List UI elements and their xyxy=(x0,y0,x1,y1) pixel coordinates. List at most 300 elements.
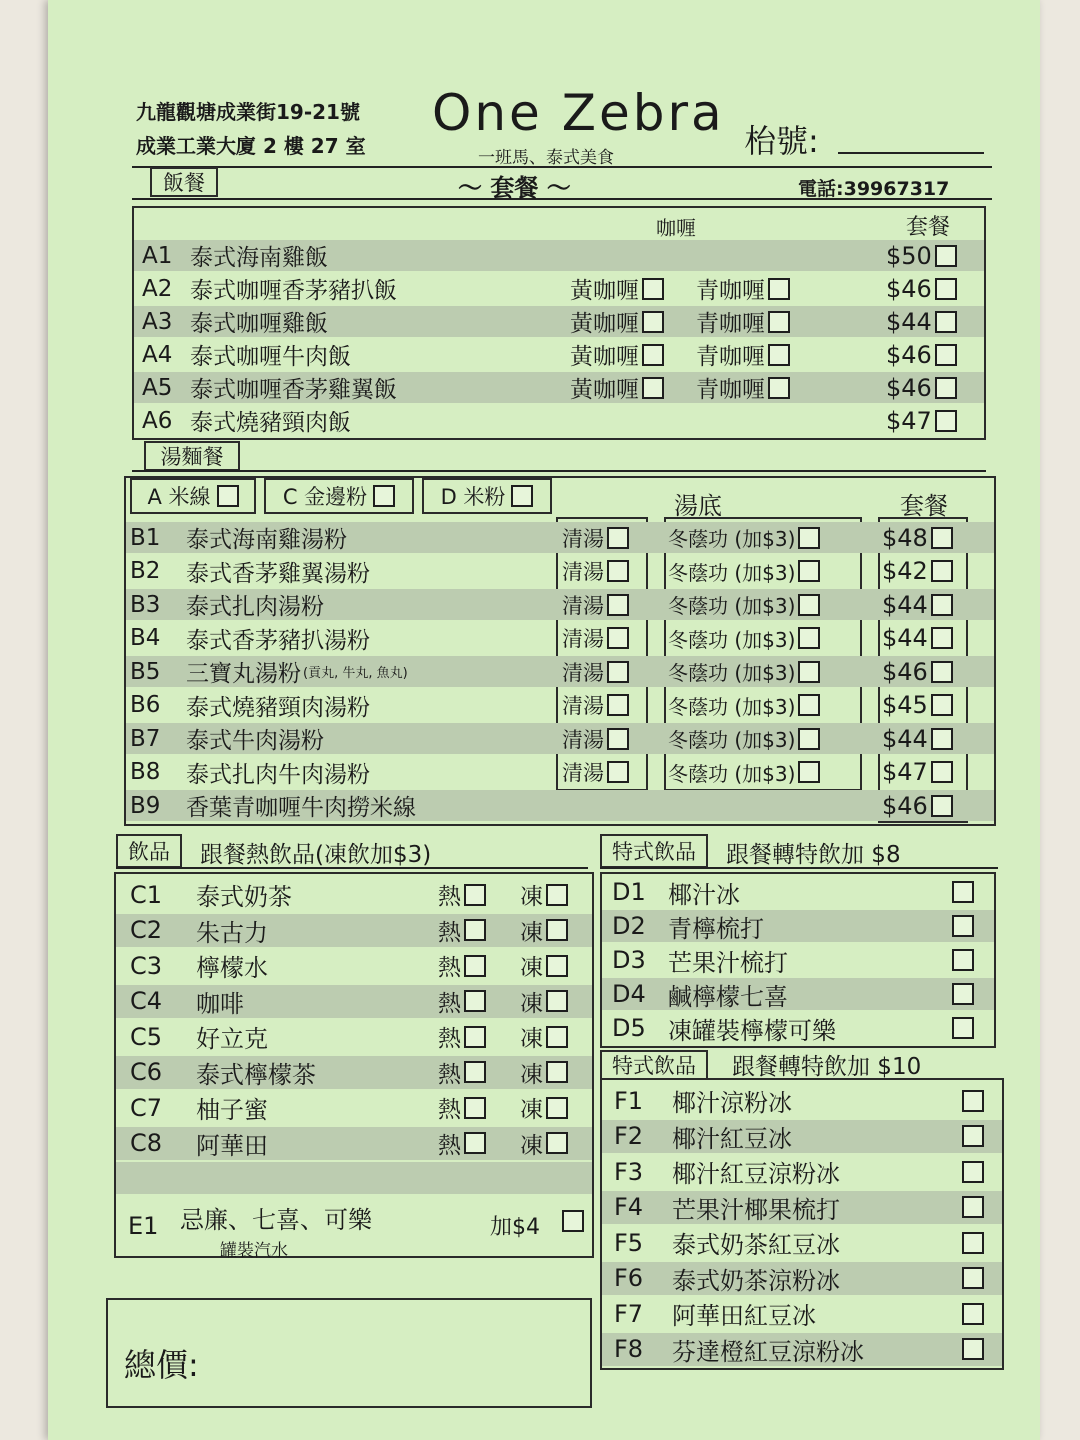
set-price-option[interactable] xyxy=(882,656,953,687)
checkbox[interactable] xyxy=(217,485,239,507)
item-code: A3 xyxy=(142,308,173,335)
item-code: B7 xyxy=(130,725,161,752)
item-code: A1 xyxy=(142,242,173,269)
phone-number: 電話:39967317 xyxy=(798,178,950,200)
item-name: 泰式扎肉湯粉 xyxy=(186,594,324,620)
checkbox[interactable] xyxy=(962,1090,984,1112)
table-number-line[interactable] xyxy=(838,152,984,154)
checkbox[interactable] xyxy=(607,728,629,750)
checkbox[interactable] xyxy=(931,728,953,750)
item-name: 泰式牛肉湯粉 xyxy=(186,728,324,754)
set-price-option[interactable] xyxy=(886,405,957,436)
item-name: 泰式咖喱雞飯 xyxy=(190,311,328,337)
yellow-curry-option[interactable] xyxy=(570,273,664,304)
item-code: C7 xyxy=(130,1093,163,1122)
select-option[interactable] xyxy=(952,944,974,976)
checkbox[interactable] xyxy=(935,344,957,366)
select-option[interactable] xyxy=(962,1297,984,1330)
tab-rice: 飯餐 xyxy=(150,167,218,197)
special2-note: 跟餐轉特飲加 $10 xyxy=(732,1054,922,1080)
item-name: 朱古力 xyxy=(196,918,268,947)
checkbox[interactable] xyxy=(607,694,629,716)
select-option[interactable] xyxy=(962,1084,984,1117)
item-code: A6 xyxy=(142,407,173,434)
item-code: A2 xyxy=(142,275,173,302)
tomyum-option[interactable] xyxy=(668,589,820,620)
price: $44 xyxy=(882,624,928,652)
checkbox[interactable] xyxy=(464,955,486,977)
checkbox[interactable] xyxy=(935,245,957,267)
option-label: 青咖喱 xyxy=(696,278,765,304)
hot-option[interactable] xyxy=(438,985,486,1018)
select-option[interactable] xyxy=(962,1226,984,1259)
item-code: F7 xyxy=(614,1299,644,1328)
item-name: 凍罐裝檸檬可樂 xyxy=(668,1016,836,1045)
noodle-row xyxy=(126,757,994,788)
set-price-option[interactable] xyxy=(886,240,957,271)
cold-option[interactable] xyxy=(520,985,568,1018)
checkbox[interactable] xyxy=(642,344,664,366)
option-label: 冬蔭功 (加$3) xyxy=(668,627,796,652)
item-code: C5 xyxy=(130,1022,163,1051)
option-label: 清湯 xyxy=(562,627,604,651)
soup-header: 湯底 xyxy=(674,492,722,520)
price: $42 xyxy=(882,557,928,585)
special-drink-row xyxy=(602,944,994,976)
option-label: 清湯 xyxy=(562,660,604,685)
checkbox[interactable] xyxy=(464,1132,486,1154)
price: $46 xyxy=(882,791,928,820)
checkbox[interactable] xyxy=(931,795,953,817)
checkbox[interactable] xyxy=(798,560,820,582)
checkbox[interactable] xyxy=(935,278,957,300)
tomyum-option[interactable] xyxy=(668,757,820,788)
brand-logo-text: One Zebra xyxy=(432,84,725,142)
drink-row xyxy=(116,914,592,947)
checkbox[interactable] xyxy=(464,1097,486,1119)
option-label: 凍 xyxy=(520,1026,543,1052)
item-code: B4 xyxy=(130,625,161,651)
yellow-curry-option[interactable] xyxy=(570,339,664,370)
special1-header-line xyxy=(600,867,998,869)
option-label: 青咖喱 xyxy=(696,344,765,370)
noodle-type-option[interactable] xyxy=(422,478,552,514)
item-name: 泰式燒豬頸肉湯粉 xyxy=(186,694,370,721)
item-name: 阿華田紅豆冰 xyxy=(672,1302,816,1330)
checkbox[interactable] xyxy=(962,1267,984,1289)
option-label: 熱 xyxy=(438,884,461,910)
tomyum-option[interactable] xyxy=(668,723,820,754)
clear-soup-option[interactable] xyxy=(562,690,629,721)
checkbox[interactable] xyxy=(931,594,953,616)
item-code: B1 xyxy=(130,524,161,551)
soda-code: E1 xyxy=(128,1212,159,1240)
total-input-area[interactable] xyxy=(248,1310,578,1396)
clear-soup-option[interactable] xyxy=(562,623,629,654)
option-label: 凍 xyxy=(520,990,543,1017)
item-code: D2 xyxy=(612,912,646,940)
option-label: 凍 xyxy=(520,919,543,946)
checkbox[interactable] xyxy=(562,1210,584,1232)
select-option[interactable] xyxy=(952,978,974,1010)
item-code: A4 xyxy=(142,341,173,368)
set-price-option[interactable] xyxy=(882,690,953,721)
option-label: 冬蔭功 (加$3) xyxy=(668,694,796,719)
item-name: 泰式燒豬頸肉飯 xyxy=(190,410,351,436)
option-label: 冬蔭功 (加$3) xyxy=(668,594,796,618)
checkbox[interactable] xyxy=(768,344,790,366)
option-label: 冬蔭功 (加$3) xyxy=(668,661,796,685)
set-price-option[interactable] xyxy=(882,790,953,821)
item-name: 阿華田 xyxy=(196,1131,268,1160)
clear-soup-option[interactable] xyxy=(562,723,629,754)
checkbox[interactable] xyxy=(642,278,664,300)
option-label: 凍 xyxy=(520,955,543,981)
yellow-curry-option[interactable] xyxy=(570,372,664,403)
checkbox[interactable] xyxy=(768,278,790,300)
drinks-blank-row xyxy=(116,1162,592,1194)
green-curry-option[interactable] xyxy=(696,273,790,304)
special-drink-row xyxy=(602,1333,1002,1366)
checkbox[interactable] xyxy=(931,761,953,783)
select-option[interactable] xyxy=(952,1012,974,1044)
option-label: 青咖喱 xyxy=(696,377,765,403)
checkbox[interactable] xyxy=(464,919,486,941)
special-drink-row xyxy=(602,1226,1002,1259)
checkbox[interactable] xyxy=(607,594,629,616)
set-price-option[interactable] xyxy=(882,556,953,587)
hot-option[interactable] xyxy=(438,949,486,982)
checkbox[interactable] xyxy=(546,919,568,941)
checkbox[interactable] xyxy=(607,627,629,649)
item-name: 香葉青咖喱牛肉撈米線 xyxy=(186,795,416,821)
checkbox[interactable] xyxy=(642,311,664,333)
option-label: A 米線 xyxy=(147,485,211,509)
special-drink-row xyxy=(602,1012,994,1044)
tomyum-option[interactable] xyxy=(668,522,820,553)
checkbox[interactable] xyxy=(952,881,974,903)
checkbox[interactable] xyxy=(952,1017,974,1039)
item-name: 椰汁涼粉冰 xyxy=(672,1089,792,1117)
tab-drinks: 飲品 xyxy=(116,834,182,868)
price: $46 xyxy=(886,274,932,303)
soda-sub: 罐裝汽水 xyxy=(220,1241,288,1261)
hot-option[interactable] xyxy=(438,1091,486,1124)
noodle-row xyxy=(126,623,994,654)
item-note: (貢丸, 牛丸, 魚丸) xyxy=(303,666,408,681)
item-code: F5 xyxy=(614,1228,644,1257)
total-label: 總價: xyxy=(124,1346,199,1384)
noodle-row xyxy=(126,690,994,721)
option-label: 清湯 xyxy=(562,560,604,584)
drink-row xyxy=(116,1127,592,1160)
yellow-curry-option[interactable] xyxy=(570,306,664,337)
item-code: F3 xyxy=(614,1157,644,1186)
item-name: 檸檬水 xyxy=(196,954,268,982)
price: $44 xyxy=(886,307,932,336)
option-label: 凍 xyxy=(520,1097,543,1123)
item-name: 泰式奶茶 xyxy=(196,883,292,911)
checkbox[interactable] xyxy=(931,527,953,549)
checkbox[interactable] xyxy=(798,594,820,616)
checkbox[interactable] xyxy=(546,884,568,906)
checkbox[interactable] xyxy=(607,761,629,783)
checkbox[interactable] xyxy=(798,761,820,783)
drink-row xyxy=(116,1091,592,1124)
select-option[interactable] xyxy=(962,1262,984,1295)
rice-row xyxy=(134,273,984,304)
option-label: 冬蔭功 (加$3) xyxy=(668,560,796,585)
select-option[interactable] xyxy=(962,1333,984,1366)
cold-option[interactable] xyxy=(520,949,568,982)
clear-soup-option[interactable] xyxy=(562,589,629,620)
menu-sheet xyxy=(48,0,1040,1440)
item-code: D4 xyxy=(612,980,646,1008)
option-label: 熱 xyxy=(438,919,461,946)
cold-option[interactable] xyxy=(520,1020,568,1053)
item-code: F8 xyxy=(614,1335,644,1363)
rice-row xyxy=(134,405,984,436)
checkbox[interactable] xyxy=(546,1026,568,1048)
item-code: D5 xyxy=(612,1014,646,1042)
special-drink-row xyxy=(602,1262,1002,1295)
item-code: A5 xyxy=(142,374,173,401)
noodle-row xyxy=(126,522,994,553)
item-code: C4 xyxy=(130,987,163,1015)
item-code: C8 xyxy=(130,1129,163,1157)
checkbox[interactable] xyxy=(952,983,974,1005)
checkbox[interactable] xyxy=(931,627,953,649)
checkbox[interactable] xyxy=(962,1303,984,1325)
item-code: D3 xyxy=(612,946,646,974)
item-name: 好立克 xyxy=(196,1025,268,1053)
checkbox[interactable] xyxy=(931,694,953,716)
cold-option[interactable] xyxy=(520,1127,568,1160)
checkbox[interactable] xyxy=(798,694,820,716)
checkbox[interactable] xyxy=(768,377,790,399)
checkbox[interactable] xyxy=(607,661,629,683)
item-code: B3 xyxy=(130,591,161,618)
soda-checkbox[interactable] xyxy=(562,1210,584,1232)
price: $47 xyxy=(886,406,932,435)
option-label: C 金邊粉 xyxy=(282,485,368,509)
item-name: 柚子蜜 xyxy=(196,1096,268,1124)
cold-option[interactable] xyxy=(520,914,568,947)
checkbox[interactable] xyxy=(464,884,486,906)
checkbox[interactable] xyxy=(798,527,820,549)
checkbox[interactable] xyxy=(962,1196,984,1218)
clear-soup-option[interactable] xyxy=(562,556,629,587)
checkbox[interactable] xyxy=(464,1061,486,1083)
address-line-2: 成業工業大廈 2 樓 27 室 xyxy=(136,134,366,158)
hot-option[interactable] xyxy=(438,1127,486,1160)
cold-option[interactable] xyxy=(520,1091,568,1124)
option-label: 黃咖喱 xyxy=(570,344,639,370)
item-name: 椰汁冰 xyxy=(668,880,740,909)
noodle-row xyxy=(126,656,994,687)
set-price-option[interactable] xyxy=(882,757,953,788)
special-drink-row xyxy=(602,1120,1002,1153)
hot-option[interactable] xyxy=(438,1020,486,1053)
option-label: 凍 xyxy=(520,884,543,910)
tab-noodle: 湯麵餐 xyxy=(144,441,240,471)
checkbox[interactable] xyxy=(952,915,974,937)
checkbox[interactable] xyxy=(935,410,957,432)
item-name: 三寶丸湯粉 xyxy=(186,661,301,687)
checkbox[interactable] xyxy=(798,661,820,683)
option-label: 黃咖喱 xyxy=(570,377,639,403)
cold-option[interactable] xyxy=(520,1056,568,1089)
clear-soup-option[interactable] xyxy=(562,522,629,553)
checkbox[interactable] xyxy=(935,377,957,399)
set-price-option[interactable] xyxy=(886,372,957,403)
checkbox[interactable] xyxy=(464,990,486,1012)
noodle-type-option[interactable] xyxy=(264,478,414,514)
set-price-option[interactable] xyxy=(886,339,957,370)
tab-special-drinks-1: 特式飲品 xyxy=(600,834,708,868)
checkbox[interactable] xyxy=(962,1338,984,1360)
option-label: 冬蔭功 (加$3) xyxy=(668,527,796,551)
hot-option[interactable] xyxy=(438,878,486,911)
price: $45 xyxy=(882,691,928,719)
curry-header: 咖喱 xyxy=(656,216,696,240)
checkbox[interactable] xyxy=(546,1061,568,1083)
hot-option[interactable] xyxy=(438,1056,486,1089)
green-curry-option[interactable] xyxy=(696,339,790,370)
option-label: 凍 xyxy=(520,1132,543,1159)
item-code: B8 xyxy=(130,759,161,785)
checkbox[interactable] xyxy=(935,311,957,333)
drink-row xyxy=(116,1020,592,1053)
special1-note: 跟餐轉特飲加 $8 xyxy=(726,842,901,868)
green-curry-option[interactable] xyxy=(696,372,790,403)
rice-row xyxy=(134,306,984,337)
item-code: B5 xyxy=(130,658,161,685)
checkbox[interactable] xyxy=(546,1097,568,1119)
tomyum-option[interactable] xyxy=(668,556,820,587)
item-code: F4 xyxy=(614,1193,644,1221)
checkbox[interactable] xyxy=(373,485,395,507)
drinks-header-line xyxy=(116,867,588,869)
item-code: C6 xyxy=(130,1058,163,1086)
noodle-row xyxy=(126,556,994,587)
tomyum-option[interactable] xyxy=(668,690,820,721)
item-name: 泰式海南雞飯 xyxy=(190,245,328,271)
option-label: 熱 xyxy=(438,1097,461,1123)
select-option[interactable] xyxy=(962,1191,984,1224)
item-name: 椰汁紅豆冰 xyxy=(672,1124,792,1153)
checkbox[interactable] xyxy=(546,955,568,977)
item-name: 泰式咖喱香茅豬扒飯 xyxy=(190,278,397,304)
item-name: 泰式香茅豬扒湯粉 xyxy=(186,627,370,654)
item-name: 泰式咖喱香茅雞翼飯 xyxy=(190,377,397,403)
special-drink-row xyxy=(602,1084,1002,1117)
price: $44 xyxy=(882,590,928,619)
noodle-tab-line xyxy=(132,470,986,472)
option-label: 冬蔭功 (加$3) xyxy=(668,761,796,786)
checkbox[interactable] xyxy=(607,560,629,582)
checkbox[interactable] xyxy=(798,728,820,750)
checkbox[interactable] xyxy=(952,949,974,971)
set-price-option[interactable] xyxy=(882,522,953,553)
clear-soup-option[interactable] xyxy=(562,656,629,687)
option-label: 熱 xyxy=(438,1061,461,1088)
cold-option[interactable] xyxy=(520,878,568,911)
set-price-option[interactable] xyxy=(882,623,953,654)
noodle-type-option[interactable] xyxy=(130,478,256,514)
special-drink-row xyxy=(602,1155,1002,1188)
checkbox[interactable] xyxy=(546,1132,568,1154)
item-name: 鹹檸檬七喜 xyxy=(668,982,788,1011)
checkbox[interactable] xyxy=(962,1232,984,1254)
special-drink-row xyxy=(602,1297,1002,1330)
checkbox[interactable] xyxy=(962,1161,984,1183)
price: $46 xyxy=(882,657,928,686)
price: $50 xyxy=(886,241,932,270)
option-label: 熱 xyxy=(438,1132,461,1159)
select-option[interactable] xyxy=(962,1120,984,1153)
clear-soup-option[interactable] xyxy=(562,757,629,788)
hot-option[interactable] xyxy=(438,914,486,947)
item-code: C1 xyxy=(130,880,163,909)
select-option[interactable] xyxy=(952,910,974,942)
checkbox[interactable] xyxy=(798,627,820,649)
checkbox[interactable] xyxy=(607,527,629,549)
checkbox[interactable] xyxy=(962,1125,984,1147)
tomyum-option[interactable] xyxy=(668,623,820,654)
item-code: F6 xyxy=(614,1264,644,1292)
checkbox[interactable] xyxy=(511,485,533,507)
item-name: 芒果汁梳打 xyxy=(668,948,788,977)
item-name: 泰式檸檬茶 xyxy=(196,1060,316,1089)
set-price-option[interactable] xyxy=(882,589,953,620)
address-line-1: 九龍觀塘成業街19-21號 xyxy=(136,100,360,124)
set-price-option[interactable] xyxy=(882,723,953,754)
drink-row xyxy=(116,878,592,911)
item-name: 泰式奶茶紅豆冰 xyxy=(672,1231,840,1259)
item-name: 咖啡 xyxy=(196,989,244,1018)
price: $48 xyxy=(882,523,928,552)
set-price-option[interactable] xyxy=(886,273,957,304)
checkbox[interactable] xyxy=(464,1026,486,1048)
special-drink-row xyxy=(602,978,994,1010)
set-price-option[interactable] xyxy=(886,306,957,337)
option-label: 清湯 xyxy=(562,727,604,752)
checkbox[interactable] xyxy=(546,990,568,1012)
checkbox[interactable] xyxy=(768,311,790,333)
green-curry-option[interactable] xyxy=(696,306,790,337)
option-label: D 米粉 xyxy=(440,485,506,509)
option-label: 黃咖喱 xyxy=(570,311,639,337)
item-code: B6 xyxy=(130,692,161,718)
special-drink-row xyxy=(602,876,994,908)
item-code: B2 xyxy=(130,558,161,584)
checkbox[interactable] xyxy=(931,560,953,582)
option-label: 清湯 xyxy=(562,593,604,618)
rice-row xyxy=(134,339,984,370)
set-title: 〜 套餐 〜 xyxy=(458,174,571,202)
brand-subtitle: 一班馬、泰式美食 xyxy=(478,148,614,168)
checkbox[interactable] xyxy=(642,377,664,399)
drink-row xyxy=(116,985,592,1018)
select-option[interactable] xyxy=(952,876,974,908)
select-option[interactable] xyxy=(962,1155,984,1188)
tomyum-option[interactable] xyxy=(668,656,820,687)
rice-row xyxy=(134,372,984,403)
checkbox[interactable] xyxy=(931,661,953,683)
item-code: C2 xyxy=(130,916,163,944)
option-label: 熱 xyxy=(438,1026,461,1052)
